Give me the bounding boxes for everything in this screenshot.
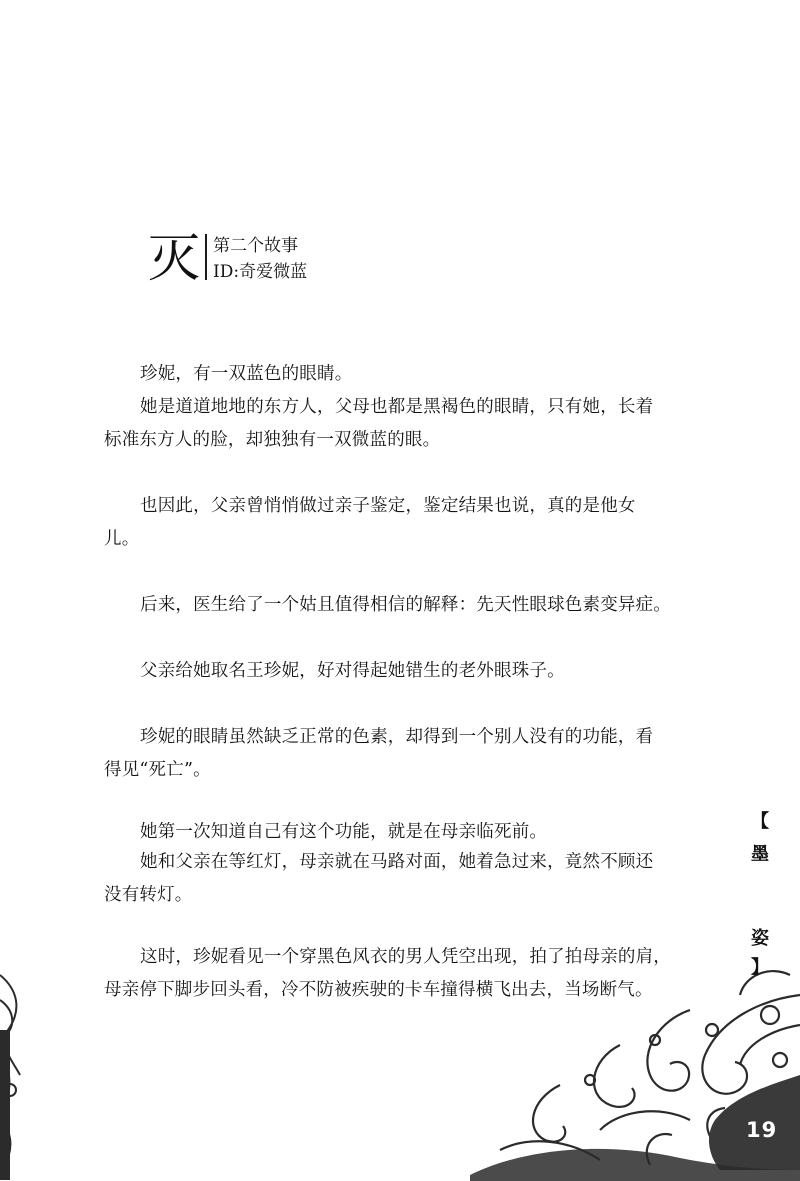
paragraph-1 [104,358,696,391]
text-line: 没有转灯。 [104,885,193,905]
text-line: 珍妮的眼睛虽然缺乏正常的色素，却得到一个别人没有的功能，看 [140,727,654,747]
text-line: 母亲停下脚步回头看，冷不防被疾驶的卡车撞得横飞出去，当场断气。 [104,980,653,1000]
text-line: 这时，珍妮看见一个穿黑色风衣的男人凭空出现，拍了拍母亲的肩， [140,947,671,967]
text-line: 父亲给她取名王珍妮，好对得起她错生的老外眼珠子。 [140,661,565,681]
text-line: 她第一次知道自己有这个功能，就是在母亲临死前。 [140,822,548,842]
side-label-char-2: 姿 [751,928,769,949]
paragraph-6 [104,721,696,787]
text-line: 珍妮，有一双蓝色的眼睛。 [140,364,353,384]
page-number: 19 [746,1118,778,1142]
text-line: 后来，医生给了一个姑且值得相信的解释：先天性眼球色素变异症。 [140,595,671,615]
paragraph-8 [104,846,696,912]
author-id: ID:奇爱微蓝 [213,262,308,282]
text-line: 儿。 [104,529,140,549]
chapter-title-char: 灭 [148,229,201,289]
side-label-char-1: 墨 [751,844,769,865]
title-divider [205,234,207,280]
text-line: 她和父亲在等红灯，母亲就在马路对面，她着急过来，竟然不顾还 [140,852,654,872]
story-label: 第二个故事 [213,236,298,256]
paragraph-9 [104,941,696,1007]
paragraph-4 [104,589,696,622]
paragraph-5 [104,655,696,688]
paragraph-7 [104,816,696,849]
side-label-close-bracket: 】 [751,957,769,978]
left-edge-strip [0,1030,10,1180]
paragraph-2 [104,391,696,457]
side-label-open-bracket: 【 [751,811,769,832]
text-line: 她是道道地地的东方人，父母也都是黑褐色的眼睛，只有她，长着 [140,397,654,417]
paragraph-3 [104,490,696,556]
text-line: 得见“死亡”。 [104,760,211,780]
text-line: 标准东方人的脸，却独独有一双微蓝的眼。 [104,430,441,450]
text-line: 也因此，父亲曾悄悄做过亲子鉴定，鉴定结果也说，真的是他女 [140,496,636,516]
